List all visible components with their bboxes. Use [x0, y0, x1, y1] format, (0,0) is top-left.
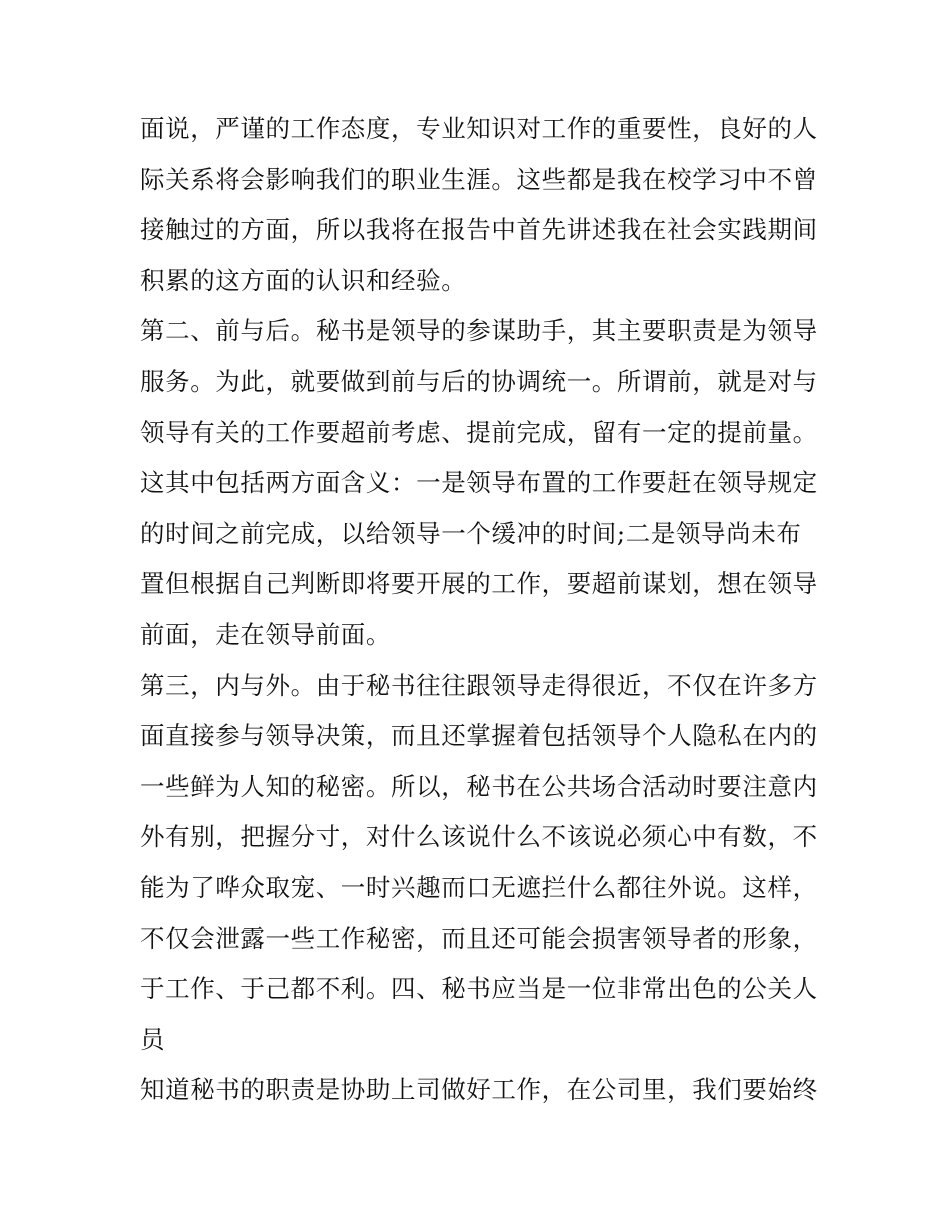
- text-line: 面说，严谨的工作态度，专业知识对工作的重要性，良好的人: [140, 114, 818, 143]
- text-line: 置但根据自己判断即将要开展的工作，要超前谋划，想在领导: [140, 569, 818, 599]
- text-line: 知道秘书的职责是协助上司做好工作，在公司里，我们要始终: [140, 1075, 818, 1105]
- text-line: 不仅会泄露一些工作秘密，而且还可能会损害领导者的形象，: [140, 923, 818, 953]
- text-line: 服务。为此，就要做到前与后的协调统一。所谓前，就是对与: [140, 366, 818, 396]
- text-line: 第二、前与后。秘书是领导的参谋助手，其主要职责是为领导: [140, 316, 818, 346]
- text-line: 一些鲜为人知的秘密。所以，秘书在公共场合活动时要注意内: [140, 771, 818, 801]
- text-line: 外有别，把握分寸，对什么该说什么不该说必须心中有数，不: [140, 822, 818, 852]
- text-line: 第三，内与外。由于秘书往往跟领导走得很近，不仅在许多方: [140, 670, 818, 700]
- text-line: 于工作、于己都不利。四、秘书应当是一位非常出色的公关人: [140, 974, 818, 1004]
- text-line: 积累的这方面的认识和经验。: [140, 265, 467, 295]
- text-line: 接触过的方面，所以我将在报告中首先讲述我在社会实践期间: [140, 215, 818, 245]
- text-line: 际关系将会影响我们的职业生涯。这些都是我在校学习中不曾: [140, 164, 818, 194]
- text-line: 的时间之前完成，以给领导一个缓冲的时间;二是领导尚未布: [140, 518, 802, 548]
- text-line: 这其中包括两方面含义：一是领导布置的工作要赶在领导规定: [140, 468, 818, 498]
- text-line: 领导有关的工作要超前考虑、提前完成，留有一定的提前量。: [140, 417, 818, 447]
- text-line: 前面，走在领导前面。: [140, 619, 391, 649]
- body-text: [140, 104, 818, 1116]
- text-line: 面直接参与领导决策，而且还掌握着包括领导个人隐私在内的: [140, 721, 818, 751]
- text-line: 员: [140, 1024, 166, 1054]
- text-line: 能为了哗众取宠、一时兴趣而口无遮拦什么都往外说。这样，: [140, 872, 818, 902]
